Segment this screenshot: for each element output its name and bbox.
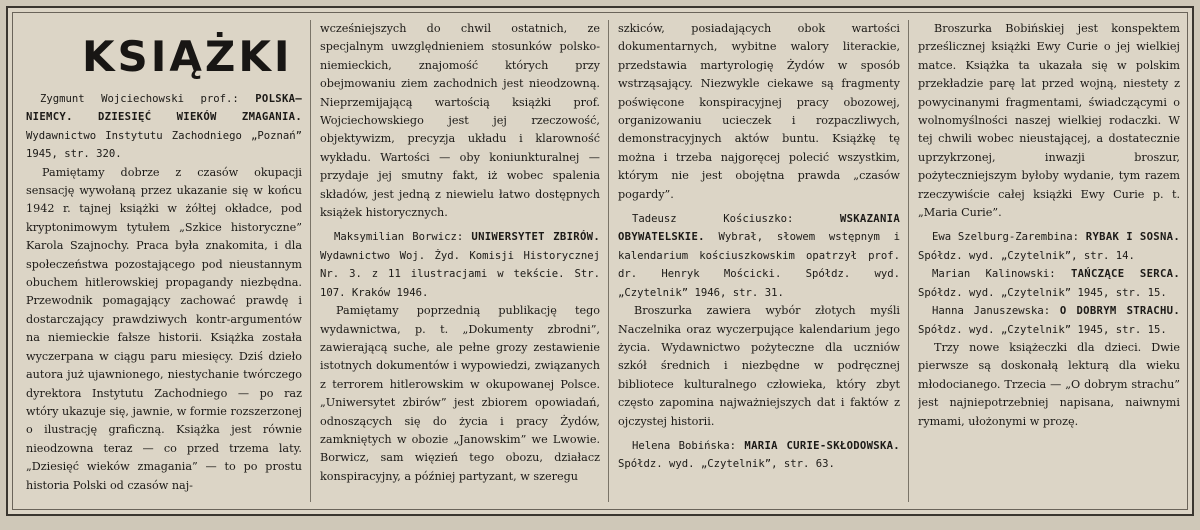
column-2 [320, 20, 600, 506]
book-author: Zygmunt Wojciechowski prof.: [40, 93, 256, 105]
publication-details: Spółdz. wyd. „Czytelnik”, str. 14. [918, 249, 1135, 262]
review-text: Pamiętamy poprzednią publikację tego wydawnictwa, p. t. „Dokumenty zbrodni”, zawierającą suche, ale pełne grozy zestawienie istotnych dokumentów i wypowiedzi, związanych z terrorem hitlerowskim w okupowanej Polsce. „Uniwersytet zbirów” jest zbiorem opowiadań, odnoszących się do życia i pracy Żydów, zamkniętych w obozie „Janowskim” we Lwowie. Borwicz, sam więzień tego obozu, działacz konspiracyjny, a później partyzant, w szeregu [320, 304, 600, 483]
review-text: Broszurka Bobińskiej jest konspektem prześlicznej książki Ewy Curie o jej wielkiej matce. Książka ta ukazała się w polskim przekładzie parę lat przed wojną, niestety z powycinanymi fragmentami, świadczącymi o wolnomyślności naszej wielkiej rodaczki. W tej chwili wobec nieustającej, a dostatecznie uprzykrzonej, inwazji broszur, pożyteczniejszym byłoby wydanie, tym razem rzeczywiście całej książki Ewy Curie p. t. „Maria Curie”. [918, 22, 1180, 220]
review-text: Broszurka zawiera wybór złotych myśli Naczelnika oraz wyczerpujące kalendarium jego życia. Wydawnictwo pożyteczne dla uczniów szkół średnich i niezbędne w podręcznej bibliotece kulturalnego człowieka, który zbyt często zapomina najważniejszych dat i faktów z ojczystej historii. [618, 304, 900, 428]
publication-details: Wydawnictwo Woj. Żyd. Komisji Historycznej Nr. 3. z 11 ilustracjami w tekście. Str. 107. Kraków 1946. [320, 249, 600, 299]
book-reference [918, 302, 1180, 339]
book-author: Ewa Szelburg-Zarembina: [932, 231, 1086, 244]
review-text: Pamiętamy dobrze z czasów okupacji sensację wywołaną przez ukazanie się w końcu 1942 r. tajnej książki w żółtej okładce, pod kryptonimowym tytułem „Szkice historyczne” Karola Szajnochy. Praca była znakomita, i dla społeczeństwa pozostającego pod nieustannym obuchem hitlerowskiej propagandy niezbędna. Przewodnik pomagający zachować prawdę i dostarczający prawdziwych kontr-argumentów na niemieckie fałsze historii. Książka została wyczerpana w ciągu paru miesięcy. Dziś dzieło autora już ujawnionego, niestychanie twórczego dyrektora Instytutu Zachodniego — po raz wtóry ukazuje się, jawnie, w formie rozszerzonej o ilustrację graficzną. Książka jest równie nieodzowna teraz — co przed trzema laty. „Dziesięć wieków zmagania” — to po prostu historia Polski od czasów naj- [26, 165, 302, 492]
section-heading: KSIĄŻKI [82, 32, 293, 81]
publication-details: Spółdz. wyd. „Czytelnik”, str. 63. [618, 458, 835, 471]
book-title: TAŃCZĄCE SERCA. [1070, 268, 1180, 281]
review-text-continued: szkiców, posiadających obok wartości dokumentarnych, wybitne walory literackie, przedstawia martyrologię Żydów w sposób wstrząsający. Niezwykle ciekawe są fragmenty poświęcone konspiracyjnej pracy obozowej, organizowaniu ucieczek i rozpaczliwych, demonstracyjnych aktów buntu. Książkę tę można i trzeba najgoręcej polecić wszystkim, którym nie jest obojętna prawda „czasów pogardy”. [618, 22, 900, 201]
column-divider [908, 20, 909, 502]
review-text-continued: wcześniejszych do chwil ostatnich, ze specjalnym uwzględnieniem stosunków polsko-niemieckich, znajomość których przy obejmowaniu ziem zachodnich jest nieodzowną. Nieprzemijającą wartością książki prof. Wojciechowskiego jest jej rzeczowość, objektywizm, precyzja układu i klarowność wykładu. Wartości — oby koniunkturalnej — przydaje jej smutny fakt, iż wobec spalenia składów, jest jedną z niewielu łatwo dostępnych książek historycznych. [320, 22, 600, 220]
book-title: MARIA CURIE-SKŁODOWSKA. [744, 439, 900, 452]
book-title: POLSKA—NIEMCY. DZIESIĘĆ WIEKÓW ZMAGANIA. [26, 93, 302, 124]
book-reference [320, 228, 600, 302]
publication-details: Wybrał, słowem wstępnym i kalendarium kościuszkowskim opatrzył prof. dr. Henryk Mościcki. Spółdz. wyd. „Czytelnik” 1946, str. 31. [618, 231, 900, 299]
book-reference [918, 228, 1180, 265]
book-author: Marian Kalinowski: [932, 268, 1071, 281]
column-1 [26, 20, 302, 506]
column-divider [608, 20, 609, 502]
book-title: O DOBRYM STRACHU. [1059, 305, 1180, 318]
book-reference [26, 90, 302, 164]
book-reference [618, 210, 900, 302]
column-4 [918, 20, 1180, 506]
review-text: Trzy nowe książeczki dla dzieci. Dwie pierwsze są doskonałą lekturą dla wieku młodocianego. Trzecia — „O dobrym strachu” jest najniepotrzebniej napisana, naiwnymi rymami, ułożonymi w prozę. [918, 340, 1180, 428]
newspaper-clipping [6, 6, 1194, 516]
column-divider [310, 20, 311, 502]
publication-details: Spółdz. wyd. „Czytelnik” 1945, str. 15. [918, 323, 1167, 336]
book-author: Helena Bobińska: [632, 439, 745, 452]
book-author: Tadeusz Kościuszko: [632, 213, 840, 226]
publication-details: Spółdz. wyd. „Czytelnik” 1945, str. 15. [918, 286, 1167, 299]
publication-details: Wydawnictwo Instytutu Zachodniego „Poznań” 1945, str. 320. [26, 129, 302, 161]
book-author: Maksymilian Borwicz: [334, 231, 472, 244]
column-3 [618, 20, 900, 506]
book-author: Hanna Januszewska: [932, 305, 1060, 318]
book-title: UNIWERSYTET ZBIRÓW. [471, 231, 600, 244]
book-reference [618, 437, 900, 474]
book-reference [918, 265, 1180, 302]
book-title: RYBAK I SOSNA. [1085, 231, 1180, 244]
book-title: WSKAZANIA OBYWATELSKIE. [618, 213, 900, 244]
